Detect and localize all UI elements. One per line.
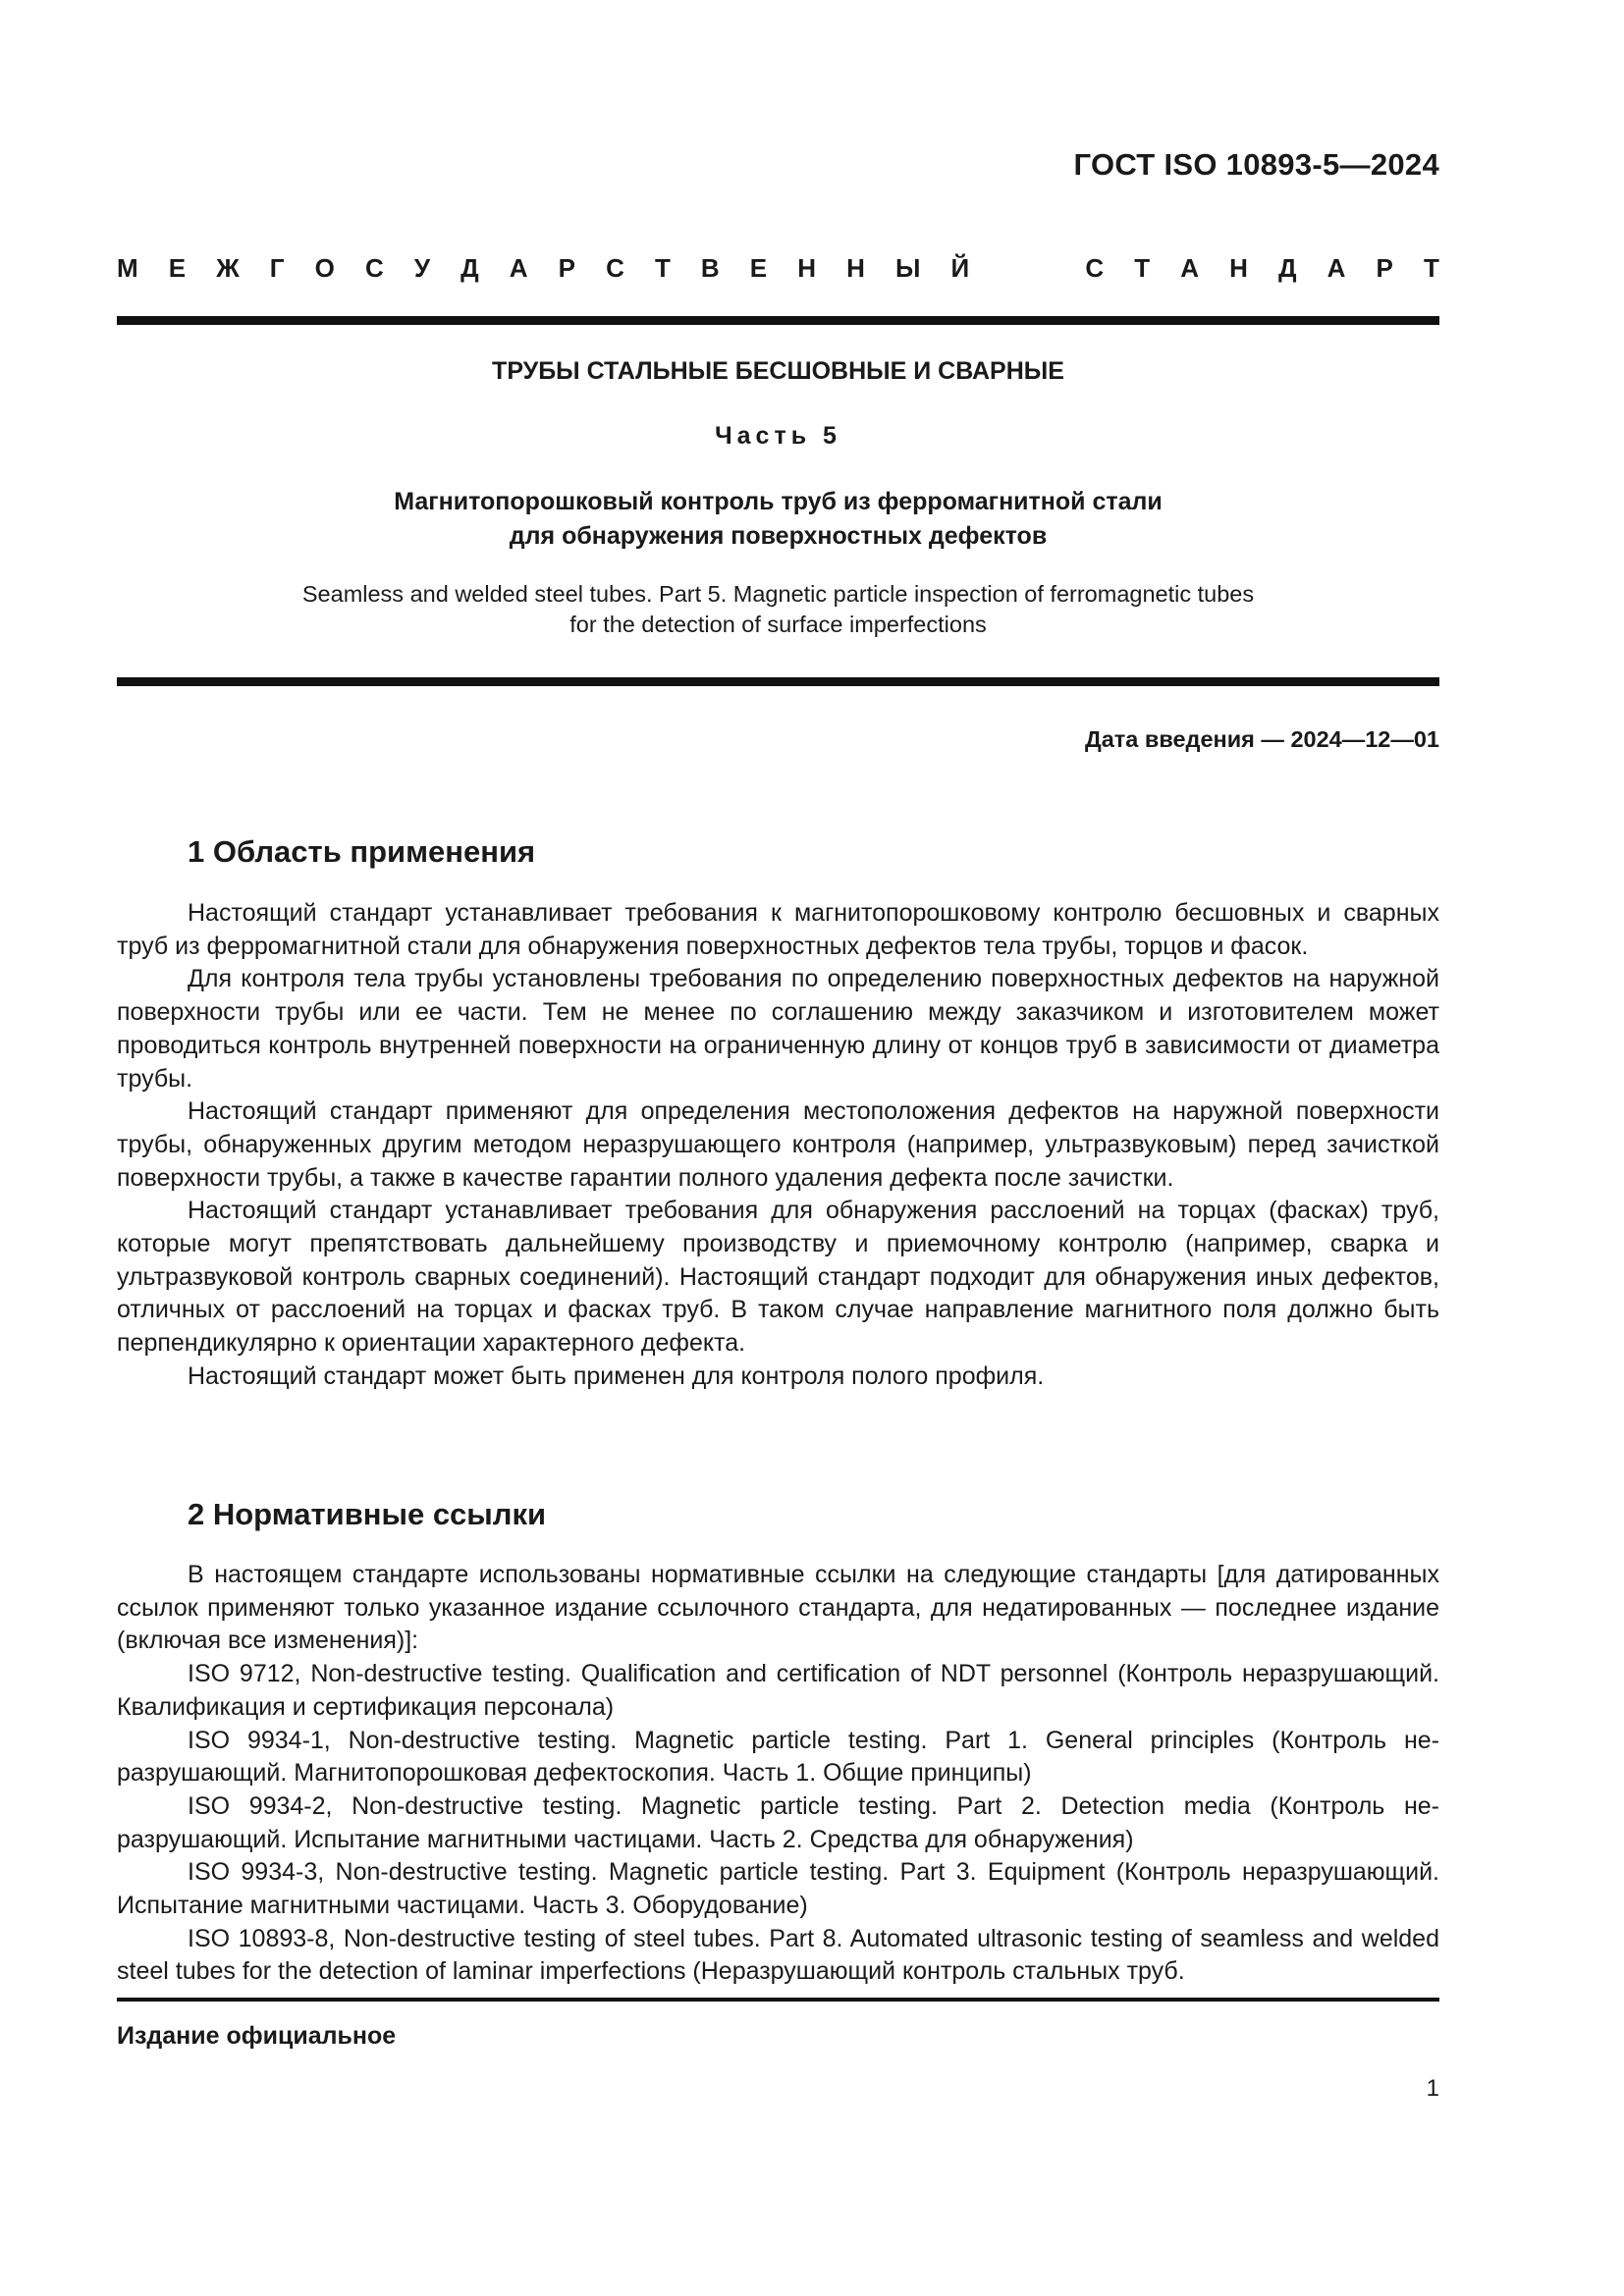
header-letter: Ы	[894, 253, 921, 283]
header-letter: С	[606, 253, 624, 283]
header-letter: В	[700, 253, 720, 283]
document-type-header	[117, 253, 1439, 284]
header-letter: Р	[558, 253, 575, 283]
paragraph: Настоящий стандарт применяют для определения местоположения дефектов на наружной поверхности трубы, обнаруженных другим методом неразрушающего контроля (например, ультразвуковым) перед зачисткой поверхности трубы, а также в качестве гарантии полного удаления дефекта после зачистки.	[117, 1097, 1439, 1192]
paragraph: ISO 9712, Non-destructive testing. Qualification and certification of NDT personnel (Контроль неразрушающий. Квалификация и сертификация персонала)	[117, 1660, 1439, 1721]
paragraph: ISO 9934-1, Non-destructive testing. Magnetic particle testing. Part 1. General principles (Контроль неразрушающий. Магнитопорошковая дефектоскопия. Часть 1. Общие принципы)	[117, 1726, 1439, 1788]
section-1-body	[117, 897, 1439, 1394]
header-letter: Ж	[216, 253, 240, 283]
paragraph: Настоящий стандарт может быть применен для контроля полого профиля.	[188, 1362, 1045, 1390]
section-1-heading: 1 Область применения	[188, 834, 536, 869]
title-rule	[117, 677, 1439, 686]
section-2-heading: 2 Нормативные ссылки	[188, 1497, 547, 1531]
paragraph: Для контроля тела трубы установлены требования по определению поверхностных дефектов на наружной поверхности трубы или ее части. Тем не менее по соглашению между заказчиком и изготовителем может проводиться контроль внутренней поверхности на ограниченную длину от концов труб в зависимости от диаметра трубы.	[117, 965, 1439, 1093]
subtitle-line: Магнитопорошковый контроль труб из ферромагнитной стали	[394, 488, 1163, 515]
english-title-line: Seamless and welded steel tubes. Part 5. Magnetic particle inspection of ferromagnetic tubes	[301, 581, 1255, 607]
header-letter: У	[413, 253, 431, 283]
introduction-date: Дата введения — 2024—12—01	[1084, 726, 1439, 752]
paragraph: В настоящем стандарте использованы нормативные ссылки на следующие стандарты [для датированных ссылок применяют только указанное издание ссылочного стандарта, для недатированных — последнее издание (включая все изменения)]:	[117, 1561, 1439, 1655]
paragraph: Настоящий стандарт устанавливает требования к магнитопорошковому контролю бесшовных и сварных труб из ферромагнитной стали для обнаружения поверхностных дефектов тела трубы, торцов и фасок.	[117, 899, 1439, 960]
header-letter: Й	[950, 253, 970, 283]
english-title	[117, 579, 1439, 640]
header-letter: С	[1085, 253, 1105, 283]
paragraph: ISO 10893-8, Non-destructive testing of steel tubes. Part 8. Automated ultrasonic testing of seamless and welded steel tubes for the detection of laminar imperfections (Неразрушающий контроль стальных труб.	[117, 1924, 1439, 1986]
header-letter: Е	[749, 253, 768, 283]
header-letter: Н	[797, 253, 817, 283]
header-letter: А	[509, 253, 528, 283]
paragraph: ISO 9934-2, Non-destructive testing. Magnetic particle testing. Part 2. Detection media (Контроль неразрушающий. Испытание магнитными частицами. Часть 2. Средства для обнаружения)	[117, 1791, 1439, 1853]
document-subtitle	[117, 485, 1439, 554]
header-word-gap	[1000, 253, 1055, 284]
header-letter: Н	[1229, 253, 1248, 283]
standard-code: ГОСТ ISO 10893-5—2024	[1073, 147, 1439, 182]
header-letter: Г	[269, 253, 285, 283]
page-number: 1	[1426, 2075, 1439, 2102]
footer-rule	[117, 1998, 1439, 2002]
header-letter: Т	[654, 253, 671, 283]
header-letter: Д	[460, 253, 479, 283]
top-rule	[117, 316, 1439, 325]
header-letter: Н	[846, 253, 865, 283]
header-letter: О	[314, 253, 335, 283]
part-label: Часть 5	[715, 422, 841, 450]
edition-label: Издание официальное	[117, 2022, 397, 2050]
paragraph: ISO 9934-3, Non-destructive testing. Magnetic particle testing. Part 3. Equipment (Контроль неразрушающий. Испытание магнитными частицами. Часть 3. Оборудование)	[117, 1858, 1439, 1920]
header-letter: А	[1326, 253, 1346, 283]
header-letter: М	[117, 253, 138, 283]
english-title-line: for the detection of surface imperfections	[569, 612, 987, 637]
header-letter: Т	[1423, 253, 1439, 283]
header-letter: Т	[1134, 253, 1151, 283]
section-2-body	[117, 1559, 1439, 1989]
header-letter: Р	[1376, 253, 1393, 283]
document-title: ТРУБЫ СТАЛЬНЫЕ БЕСШОВНЫЕ И СВАРНЫЕ	[492, 357, 1064, 385]
header-letter: С	[364, 253, 384, 283]
subtitle-line: для обнаружения поверхностных дефектов	[509, 522, 1048, 550]
header-letter: Д	[1278, 253, 1297, 283]
paragraph: Настоящий стандарт устанавливает требования для обнаружения расслоений на торцах (фасках) труб, которые могут препятствовать дальнейшему производству и приемочному контролю (например, сварка и ультразвуковой контроль сварных соединений). Настоящий стандарт подходит для обнаружения иных дефектов, отличных от расслоений на торцах и фасках труб. В таком случае направление магнитного поля должно быть перпендикулярно к ориентации характерного дефекта.	[117, 1197, 1439, 1358]
header-letter: Е	[168, 253, 187, 283]
header-letter: А	[1180, 253, 1200, 283]
